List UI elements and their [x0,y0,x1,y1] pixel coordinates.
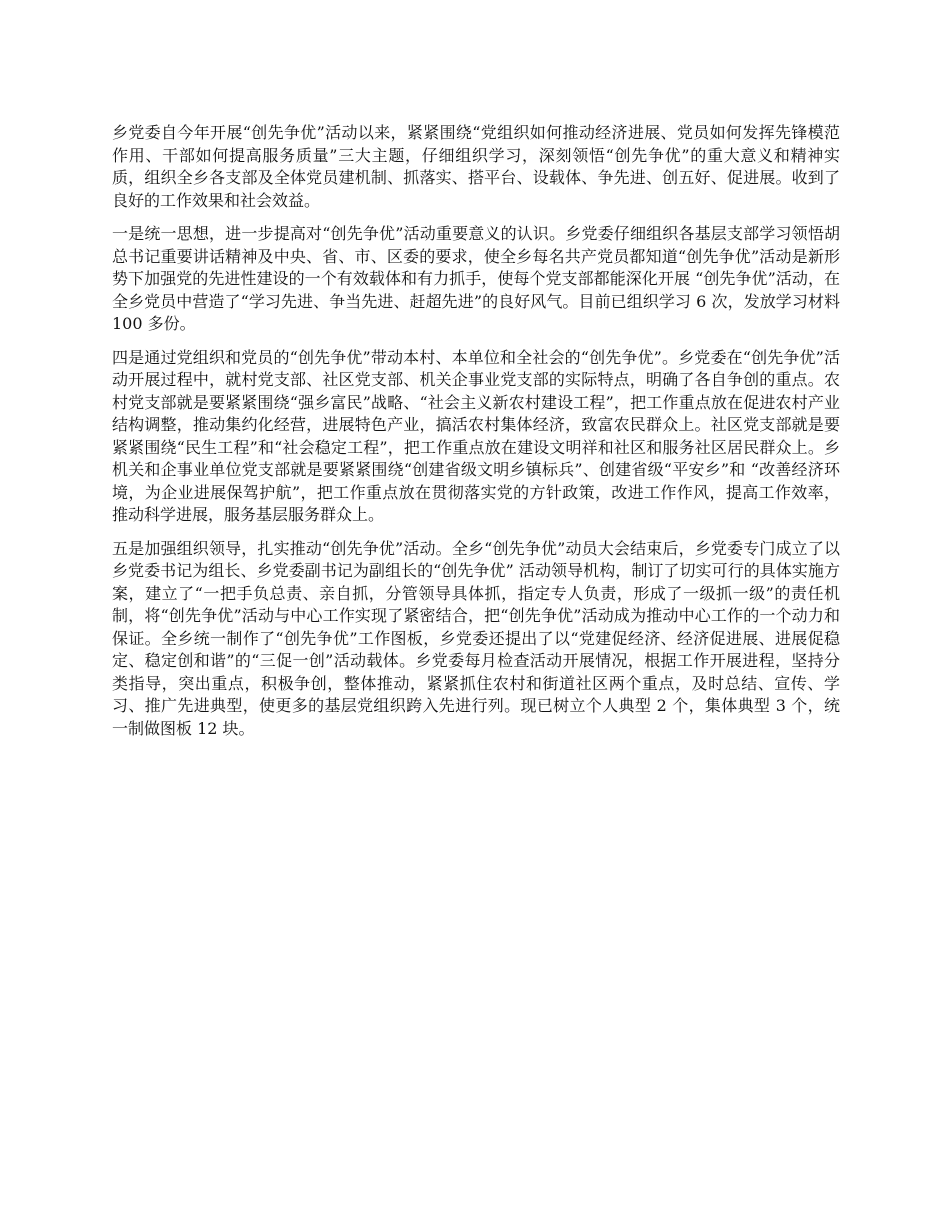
paragraph-point-five: 五是加强组织领导，扎实推动“创先争优”活动。全乡“创先争优”动员大会结束后，乡党委专门成立了以乡党委书记为组长、乡党委副书记为副组长的“创先争优” 活动领导机构，制订了切实可行的具体实施方案，建立了“一把手负总责、亲自抓，分管领导具体抓，指定专人负责，形成了一级抓一级”的责任机制，将“创先争优”活动与中心工作实现了紧密结合，把“创先争优”活动成为推动中心工作的一个动力和保证。全乡统一制作了“创先争优”工作图板，乡党委还提出了以“党建促经济、经济促进展、进展促稳定、稳定创和谐”的“三促一创”活动载体。乡党委每月检查活动开展情况，根据工作开展进程，坚持分类指导，突出重点，积极争创，整体推动，紧紧抓住农村和街道社区两个重点，及时总结、宣传、学习、推广先进典型，使更多的基层党组织跨入先进行列。现已树立个人典型 2 个，集体典型 3 个，统一制做图板 12 块。 [112,538,840,738]
paragraph-point-one: 一是统一思想，进一步提高对“创先争优”活动重要意义的认识。乡党委仔细组织各基层支部学习领悟胡总书记重要讲话精神及中央、省、市、区委的要求，使全乡每名共产党员都知道“创先争优”活动是新形势下加强党的先进性建设的一个有效载体和有力抓手，使每个党支部都能深化开展 “创先争优”活动，在全乡党员中营造了“学习先进、争当先进、赶超先进”的良好风气。目前已组织学习 6 次，发放学习材料 100 多份。 [112,224,840,333]
paragraph-point-four: 四是通过党组织和党员的“创先争优”带动本村、本单位和全社会的“创先争优”。乡党委在“创先争优”活动开展过程中，就村党支部、社区党支部、机关企事业党支部的实际特点，明确了各自争创的重点。农村党支部就是要紧紧围绕“强乡富民”战略、“社会主义新农村建设工程”，把工作重点放在促进农村产业结构调整，推动集约化经营，进展特色产业，搞活农村集体经济，致富农民群众上。社区党支部就是要紧紧围绕“民生工程”和“社会稳定工程”，把工作重点放在建设文明祥和社区和服务社区居民群众上。乡机关和企事业单位党支部就是要紧紧围绕“创建省级文明乡镇标兵”、创建省级“平安乡”和 “改善经济环境，为企业进展保驾护航”，把工作重点放在贯彻落实党的方针政策，改进工作作风，提高工作效率，推动科学进展，服务基层服务群众上。 [112,347,840,524]
paragraph-intro: 乡党委自今年开展“创先争优”活动以来，紧紧围绕“党组织如何推动经济进展、党员如何发挥先锋模范作用、干部如何提高服务质量”三大主题，仔细组织学习，深刻领悟“创先争优”的重大意义和精神实质，组织全乡各支部及全体党员建机制、抓落实、搭平台、设载体、争先进、创五好、促进展。收到了良好的工作效果和社会效益。 [112,123,840,210]
document-body [112,122,840,751]
